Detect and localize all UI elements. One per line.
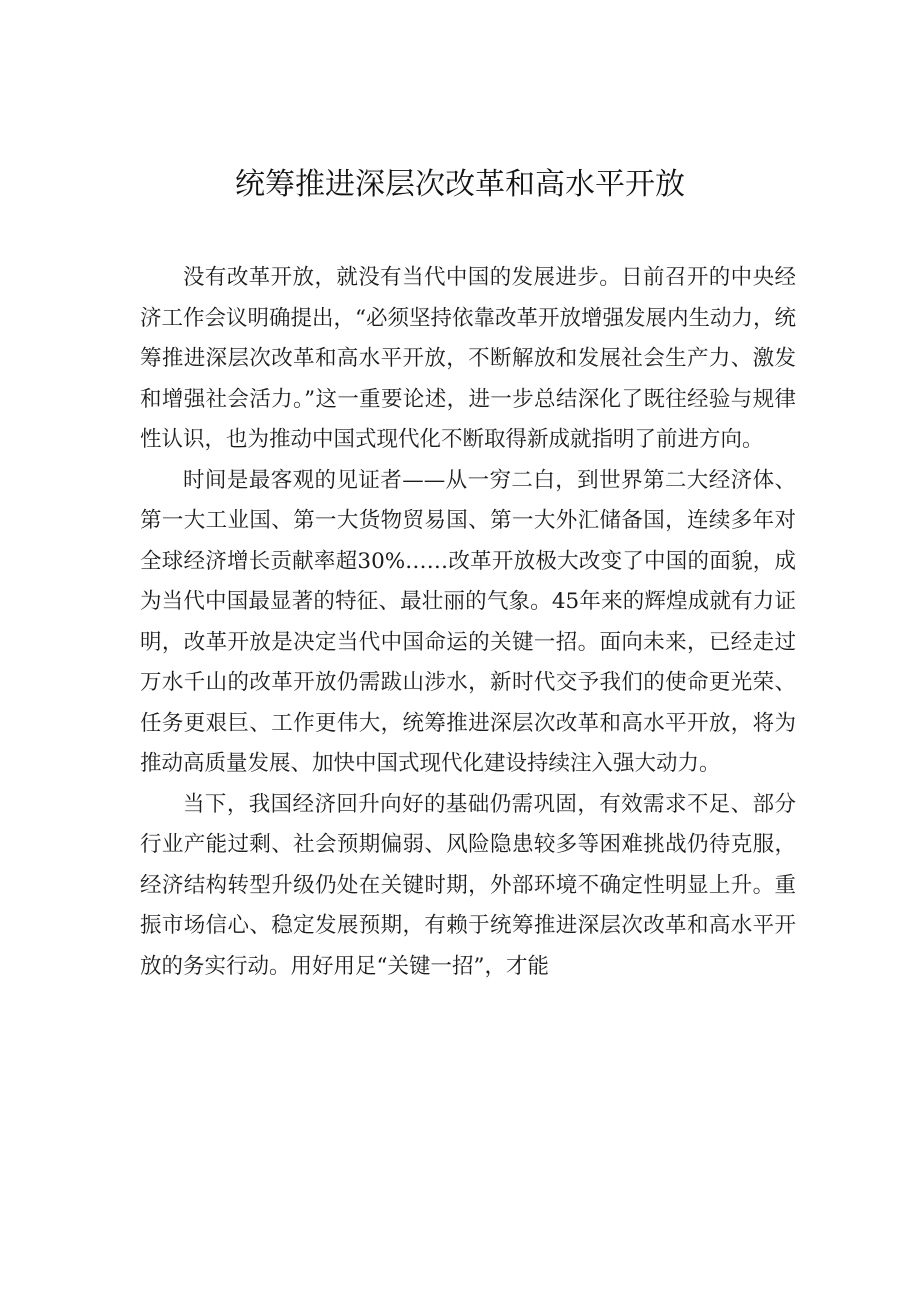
document-title: 统筹推进深层次改革和高水平开放	[235, 167, 685, 202]
paragraph-1: 没有改革开放，就没有当代中国的发展进步。日前召开的中央经济工作会议明确提出，“必须坚持依靠改革开放增强发展内生动力，统筹推进深层次改革和高水平开放，不断解放和发展社会生产力、激发和增强社会活力。”这一重要论述，进一步总结深化了既往经验与规律性认识，也为推动中国式现代化不断取得新成就指明了前进方向。	[140, 265, 796, 452]
paragraph-3: 当下，我国经济回升向好的基础仍需巩固，有效需求不足、部分行业产能过剩、社会预期偏弱、风险隐患较多等困难挑战仍待克服，经济结构转型升级仍处在关键时期，外部环境不确定性明显上升。重振市场信心、稳定发展预期，有赖于统筹推进深层次改革和高水平开放的务实行动。用好用足“关键一招”，才能	[140, 791, 796, 979]
paragraph-2: 时间是最客观的见证者——从一穷二白，到世界第二大经济体、第一大工业国、第一大货物贸易国、第一大外汇储备国，连续多年对全球经济增长贡献率超30%……改革开放极大改变了中国的面貌，成为当代中国最显著的特征、最壮丽的气象。45年来的辉煌成就有力证明，改革开放是决定当代中国命运的关键一招。面向未来，已经走过万水千山的改革开放仍需跋山涉水，新时代交予我们的使命更光荣、任务更艰巨、工作更伟大，统筹推进深层次改革和高水平开放，将为推动高质量发展、加快中国式现代化建设持续注入强大动力。	[140, 467, 796, 776]
document-body	[140, 258, 796, 987]
